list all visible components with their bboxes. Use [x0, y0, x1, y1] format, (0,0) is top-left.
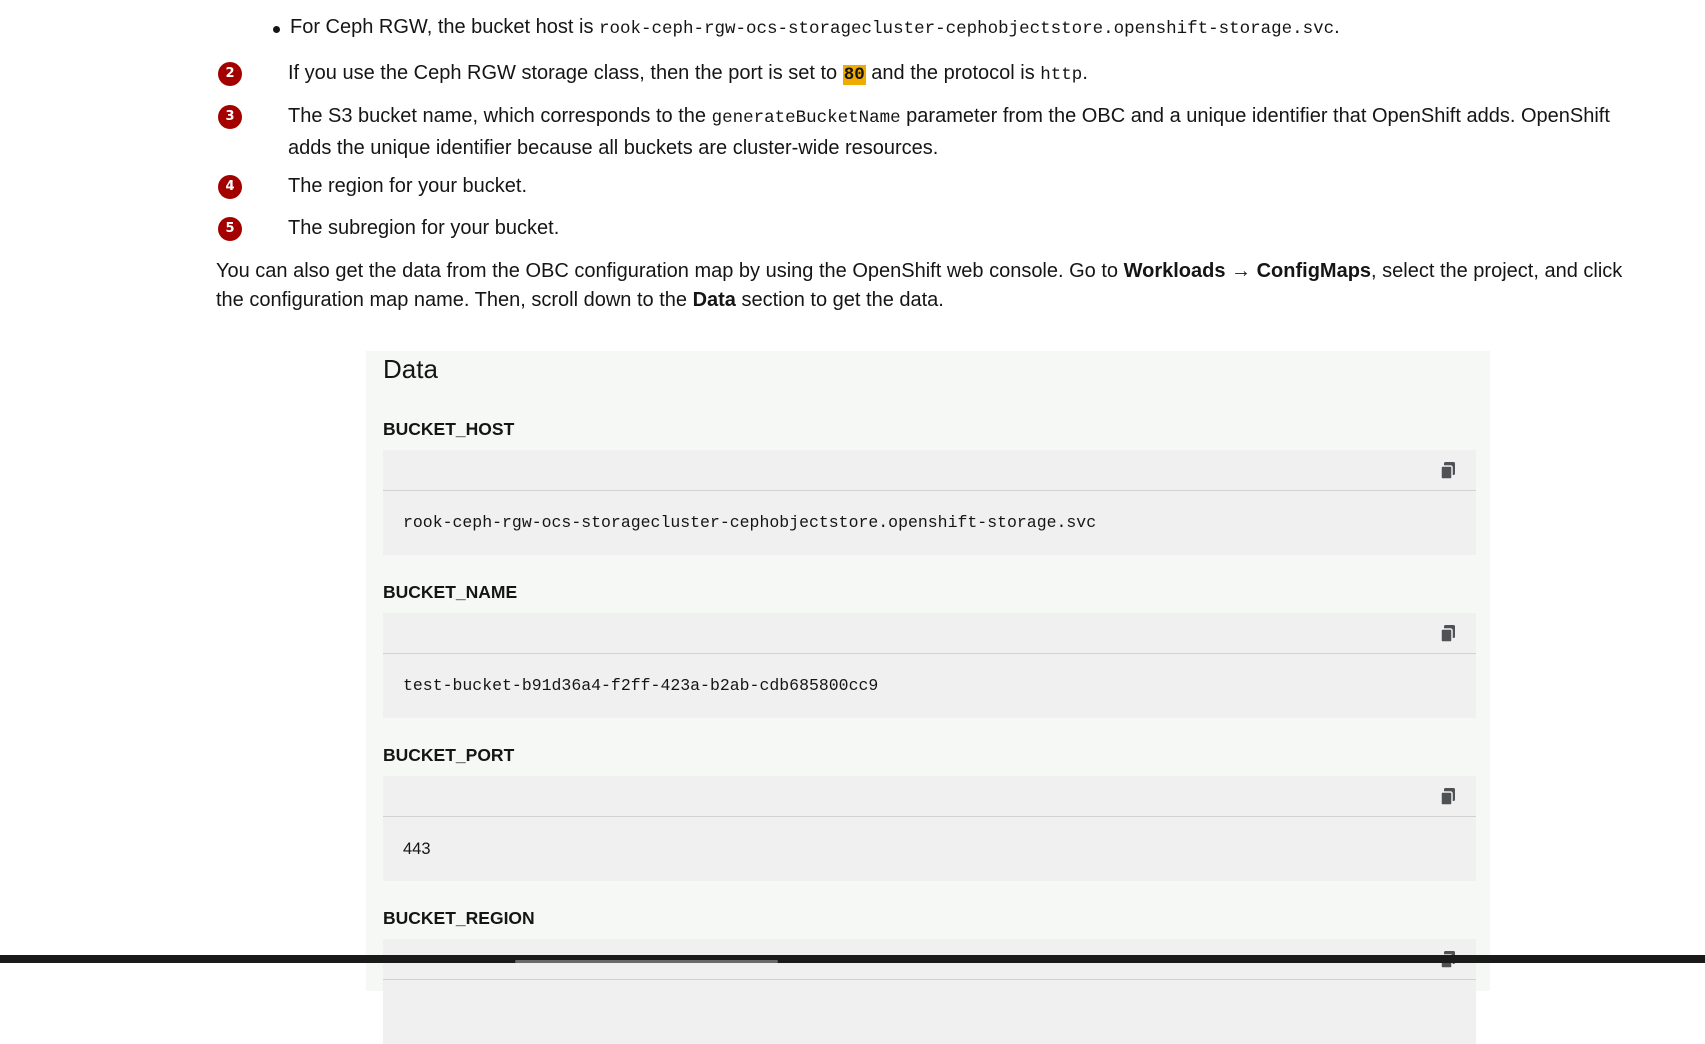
bullet-item-bucket-host — [290, 16, 1340, 39]
field-value: test-bucket-b91d36a4-f2ff-423a-b2ab-cdb685800cc9 — [403, 676, 879, 695]
bullet-dot — [273, 26, 280, 33]
bullet-prefix: For Ceph RGW, the bucket host is — [290, 16, 600, 38]
bottom-bar — [0, 955, 1705, 963]
callout-text-3 — [288, 101, 1638, 163]
field-label: BUCKET_HOST — [383, 419, 515, 439]
callout-4 — [218, 171, 1638, 201]
para-part1: You can also get the data from the OBC configuration map by using the OpenShift web console. Go to — [216, 260, 1124, 282]
callout-2-middle: and the protocol is — [865, 62, 1041, 84]
field-bucket-host — [383, 416, 1476, 555]
field-label: BUCKET_PORT — [383, 745, 515, 765]
port-highlight: 80 — [843, 65, 865, 85]
code-block-header — [383, 613, 1476, 654]
bucket-host-code: rook-ceph-rgw-ocs-storagecluster-cephobjectstore.openshift-storage.svc — [599, 19, 1335, 39]
field-bucket-port — [383, 742, 1476, 881]
field-bucket-region — [383, 905, 1476, 1044]
field-label: BUCKET_REGION — [383, 908, 535, 928]
generate-bucket-name-code: generateBucketName — [711, 108, 901, 128]
field-value: rook-ceph-rgw-ocs-storagecluster-cephobjectstore.openshift-storage.svc — [403, 513, 1097, 532]
field-value: 443 — [403, 840, 431, 858]
callout-5 — [218, 213, 1638, 243]
callout-text-5: The subregion for your bucket. — [288, 217, 560, 239]
callout-text-4: The region for your bucket. — [288, 175, 528, 197]
callout-3-before: The S3 bucket name, which corresponds to the — [288, 105, 712, 127]
callout-badge-5: 5 — [218, 217, 242, 241]
callout-2-before: If you use the Ceph RGW storage class, then the port is set to — [288, 62, 843, 84]
code-block-header — [383, 776, 1476, 817]
copy-icon[interactable] — [1440, 788, 1456, 806]
panel-title: Data — [383, 354, 438, 384]
code-block-header — [383, 450, 1476, 491]
field-value — [383, 980, 1476, 1044]
callout-3-after: parameter from the OBC and a unique identifier that OpenShift adds. OpenShift adds the unique identifier because all buckets are cluster-wide resources. — [288, 105, 1610, 159]
callout-badge-2: 2 — [218, 62, 242, 86]
para-part2: , select the project, and click the configuration map name. Then, scroll down to the — [216, 260, 1623, 311]
code-block — [383, 613, 1476, 718]
configmap-instructions — [216, 257, 1646, 315]
field-label: BUCKET_NAME — [383, 582, 518, 602]
callout-2 — [218, 58, 1638, 90]
workloads-label: Workloads — [1123, 260, 1226, 282]
bullet-suffix: . — [1334, 16, 1340, 38]
protocol-code: http — [1040, 65, 1083, 85]
callout-badge-3: 3 — [218, 105, 242, 129]
code-block — [383, 450, 1476, 555]
code-block — [383, 776, 1476, 881]
copy-icon[interactable] — [1440, 462, 1456, 480]
callout-3 — [218, 101, 1638, 163]
configmap-data-panel — [366, 351, 1490, 991]
data-label: Data — [692, 289, 736, 311]
callout-2-after: . — [1082, 62, 1088, 84]
field-bucket-name — [383, 579, 1476, 718]
copy-icon[interactable] — [1440, 625, 1456, 643]
callout-text-2 — [288, 58, 1638, 90]
configmaps-label: ConfigMaps — [1256, 260, 1372, 282]
arrow: → — [1225, 260, 1257, 282]
para-part3: section to get the data. — [735, 289, 944, 311]
callout-badge-4: 4 — [218, 175, 242, 199]
